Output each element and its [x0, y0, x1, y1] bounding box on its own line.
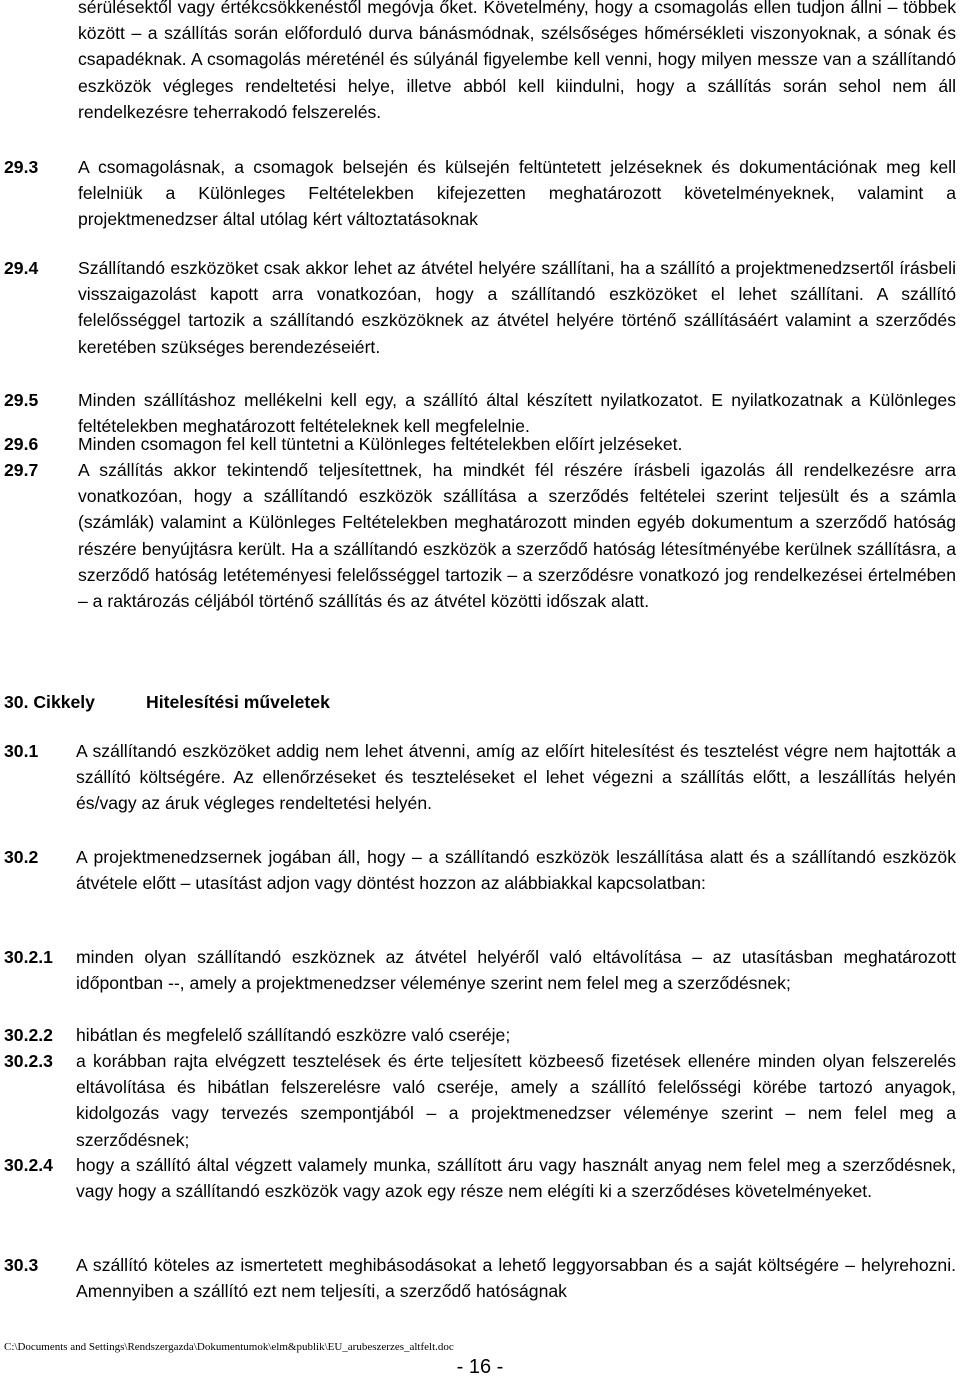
section-text: Minden csomagon fel kell tüntetni a Különleges feltételekben előírt jelzéseket.: [78, 434, 683, 454]
section-text: minden olyan szállítandó eszköznek az átvétel helyéről való eltávolítása – az utasításban meghatározott időpontban --, amely a projektmenedzser véleménye szerint nem felel meg a szerződésnek;: [76, 947, 956, 994]
section-text: a korábban rajta elvégzett tesztelések és érte teljesített közbeeső fizetések ellenére minden olyan felszerelés eltávolítása és hibátlan felszerelésre való cseréje, amely a szállító felelősségi körébe tartozó anyagok, kidolgozás vagy tervezés szempontjából – a projektmenedzser véleménye szerint – nem felel meg a szerződésnek;: [76, 1051, 956, 1150]
page-number: - 16 -: [456, 1356, 504, 1378]
section-text: A szállító köteles az ismertetett meghibásodásokat a lehető leggyorsabban és a saját költségére – helyrehozni. Amennyiben a szállító ezt nem teljesíti, a szerződő hatóságnak: [76, 1255, 956, 1302]
section-number: 30.2.2: [4, 1025, 53, 1045]
section-text: Minden szállításhoz mellékelni kell egy, a szállító által készített nyilatkozatot. E nyilatkozatnak a Különleges feltételekben meghatározott feltételeknek kell megfelelnie.: [78, 390, 956, 437]
section-number: 30.3: [4, 1255, 39, 1275]
intro-paragraph: sérülésektől vagy értékcsökkenéstől megóvja őket. Követelmény, hogy a csomagolás ellen tudjon állni – többek között – a szállítás során előforduló durva bánásmódnak, szélsőséges hőmérsékleti viszonyoknak, a sónak és csapadéknak. A csomagolás méreténél és súlyánál figyelembe kell venni, hogy milyen messze van a szállítandó eszközök végleges rendeltetési helye, illetve abból kell kiindulni, hogy a szállítás során sehol nem áll rendelkezésre teherrakodó felszerelés.: [78, 0, 956, 122]
section-text: hogy a szállító által végzett valamely munka, szállított áru vagy használt anyag nem felel meg a szerződésnek, vagy hogy a szállítandó eszközök vagy azok egy része nem elégíti ki a szerződéses követelményeket.: [76, 1155, 956, 1202]
section-number: 30.2.1: [4, 947, 53, 967]
section-number: 29.3: [4, 157, 39, 177]
article-title: Hitelesítési műveletek: [146, 692, 330, 712]
section-text: Szállítandó eszközöket csak akkor lehet az átvétel helyére szállítani, ha a szállító a projektmenedzsertől írásbeli visszaigazolást kapott arra vonatkozóan, hogy a szállítandó eszközöket el lehet szállítani. A szállító felelősséggel tartozik a szállítandó eszközöknek az átvétel helyére történő szállításáért valamint a szerződés keretében szükséges berendezéseiért.: [78, 258, 956, 357]
article-number: 30. Cikkely: [4, 692, 95, 712]
section-text: A csomagolásnak, a csomagok belsején és külsején feltüntetett jelzéseknek és dokumentációnak meg kell felelniük a Különleges Feltételekben kifejezetten meghatározott követelményeknek, valamint a projektmenedzser által utólag kért változtatásoknak: [78, 157, 956, 230]
section-number: 29.6: [4, 434, 39, 454]
section-number: 29.5: [4, 390, 39, 410]
section-number: 30.2.3: [4, 1051, 53, 1071]
section-text: A szállítás akkor tekintendő teljesítettnek, ha mindkét fél részére írásbeli igazolás áll rendelkezésre arra vonatkozóan, hogy a szállítandó eszközök szállítása a szerződés feltételei szerint teljesült és a számla (számlák) valamint a Különleges Feltételekben meghatározott minden egyéb dokumentum a szerződő hatóság részére benyújtásra került. Ha a szállítandó eszközök a szerződő hatóság létesítményébe kerülnek szállításra, a szerződő hatóság letéteményesi felelősséggel tartozik – a szerződésre vonatkozó jog rendelkezései értelmében – a raktározás céljából történő szállítás és az átvétel közötti időszak alatt.: [78, 460, 956, 612]
section-text: hibátlan és megfelelő szállítandó eszközre való cseréje;: [76, 1025, 511, 1045]
section-text: A szállítandó eszközöket addig nem lehet átvenni, amíg az előírt hitelesítést és tesztelést végre nem hajtották a szállító költségére. Az ellenőrzéseket és teszteléseket el lehet végezni a szállítás előtt, a leszállítás helyén és/vagy az áruk végleges rendeltetési helyén.: [76, 741, 956, 814]
section-number: 30.2.4: [4, 1155, 53, 1175]
section-number: 30.2: [4, 847, 39, 867]
section-text: A projektmenedzsernek jogában áll, hogy – a szállítandó eszközök leszállítása alatt és a szállítandó eszközök átvétele előtt – utasítást adjon vagy döntést hozzon az alábbiakkal kapcsolatban:: [76, 847, 956, 894]
section-number: 30.1: [4, 741, 39, 761]
section-number: 29.7: [4, 460, 39, 480]
section-number: 29.4: [4, 258, 39, 278]
file-path-footer: C:\Documents and Settings\Rendszergazda\Dokumentumok\elm&publik\EU_arubeszerzes_altfelt.doc: [4, 1341, 454, 1353]
